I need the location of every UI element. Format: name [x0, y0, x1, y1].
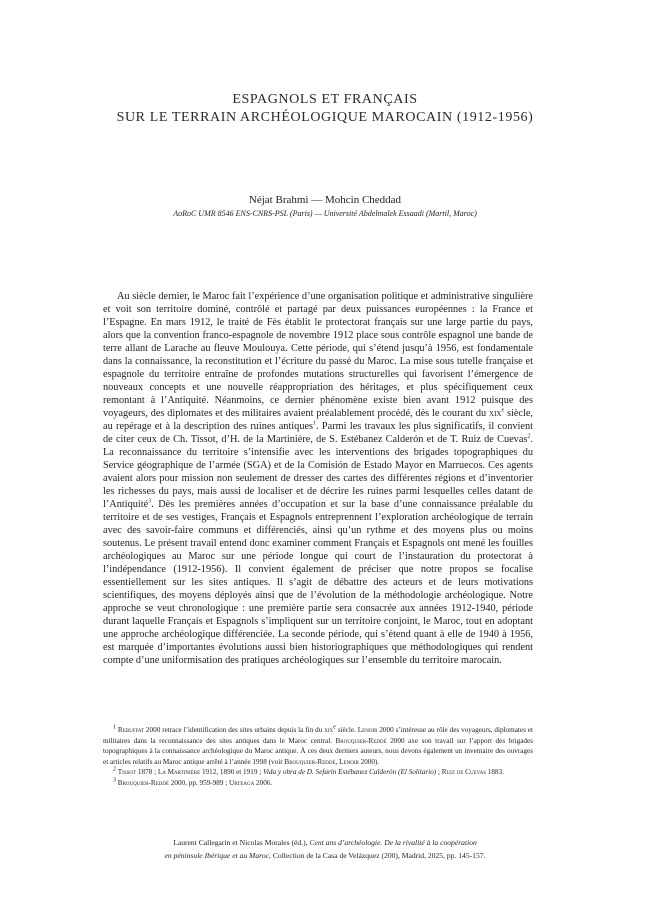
body-text: . Parmi les travaux les plus significatifs, il convient de citer ceux de Ch. Tissot, d’H. de la Martinière, de S. Estébanez Calderón et de T. Ruiz de Cuevas [103, 421, 533, 446]
century-numeral: xix [489, 408, 502, 420]
body-text: . La reconnaissance du territoire s’intensifie avec les interventions des brigades topographiques du Service géographique de l’armée (SGA) et de la Comisión de Estado Mayor en Marruecos. Ces agents avaient alors pour mission non seulement de dresser des cartes des différentes régions et d’inventorier les richesses du pays, mais aussi de localiser et de décrire les ruines parmi lesquelles celles datant de l’Antiquité [103, 434, 533, 511]
footnote-text: 2000). [358, 757, 380, 766]
footnote-text: 2000, pp. 959-989 ; [168, 778, 230, 787]
footnote-number: 1 [113, 724, 116, 731]
main-paragraph [103, 290, 533, 667]
footnote-2 [103, 767, 533, 778]
superscript: e [501, 407, 505, 414]
citation-author: Rebuffat [117, 726, 145, 734]
title-line-2: SUR LE TERRAIN ARCHÉOLOGIQUE MAROCAIN (1912-1956) [116, 110, 534, 125]
footnote-1 [103, 725, 533, 767]
citation-title: Vida y obra de D. Sefarín Estébanez Calderón (El Solitario) [263, 768, 437, 777]
citation-author: Lenoir [357, 726, 378, 734]
footnote-text: 1878 ; [136, 768, 158, 777]
footnote-ref-1[interactable]: 1 [313, 420, 317, 427]
body-text: siècle, au repérage et à la description des ruines antiques [103, 408, 533, 433]
century-numeral: xix [324, 726, 334, 734]
footnote-text: ; [436, 768, 442, 777]
footnotes [103, 725, 533, 789]
superscript: e [333, 724, 336, 731]
authors: Néjat Brahmi — Mohcin Cheddad [248, 194, 402, 206]
footnote-text: 1912, 1890 et 1919 ; [200, 768, 264, 777]
citation-author: Brouquier-Reddé, Lenoir [284, 757, 359, 766]
citation-author: Ruiz de Cuevas [441, 768, 486, 777]
footnote-number: 2 [113, 766, 116, 773]
footer-book-title: Cent ans d’archéologie. De la rivalité à la coopération [309, 838, 477, 847]
citation-author: La Martinière [157, 768, 201, 777]
footnote-text: 2000 retrace l’identification des sites urbains depuis la fin du [144, 726, 325, 734]
citation-author: Brouquier-Reddé [117, 778, 169, 787]
footer-editors: Laurent Callegarin et Nicolas Morales (éd.), [173, 838, 310, 847]
footer-line-2 [0, 849, 650, 862]
footnote-text: 2000 axe son travail sur l’apport des brigades topographiques à la connaissance archéologique du Maroc antique. À ces deux derniers auteurs, nous devons également un inventaire des ouvrages et articles relatifs au Maroc antique arrêté à l’année 1998 (voir [103, 736, 533, 766]
body-text: Au siècle dernier, le Maroc fait l’expérience d’une organisation politique et administrative singulière et voit son territoire dominé, contrôlé et partagé par deux puissances européennes : la France et l’Espagne. En mars 1912, le traité de Fès établit le protectorat français sur une large partie du pays, alors que la convention franco-espagnole de novembre 1912 place sous contrôle espagnol une bande de terre allant de Larache au fleuve Moulouya. Cette période, qui s’étend jusqu’à 1956, est fondamentale dans la connaissance, la reconstitution et l’écriture du passé du Maroc. La mise sous tutelle française et espagnole du territoire entraîne de profondes mutations structurelles qui favorisent l’émergence de nouveaux concepts et une nouvelle réappropriation des héritages, et plus spécifiquement ceux remontant à l’Antiquité. Néanmoins, ce dernier phénomène existe bien avant 1912 puisque des voyageurs, des diplomates et des militaires avaient préalablement procédé, dès le courant du [103, 291, 533, 420]
citation-author: Brouquier-Reddé [335, 736, 387, 745]
footnote-text: 2006. [254, 778, 273, 787]
affiliation: AoRoC UMR 8546 ENS-CNRS-PSL (Paris) — Université Abdelmalek Essaadi (Martil, Maroc) [173, 209, 477, 218]
footnote-ref-2[interactable]: 2 [527, 433, 531, 440]
footnote-number: 3 [113, 777, 116, 784]
title-line-1: ESPAGNOLS ET FRANÇAIS [232, 92, 418, 107]
footer-book-title-cont: en péninsule Ibérique et au Maroc [164, 851, 270, 860]
footer-publication: , Collection de la Casa de Velázquez (200), Madrid, 2025, pp. 145-157. [269, 851, 486, 860]
citation-footer [0, 836, 650, 862]
footnote-3 [103, 778, 533, 789]
footnote-ref-3[interactable]: 3 [148, 498, 152, 505]
citation-author: Urteaga [229, 778, 255, 787]
footnote-text: 1883. [485, 768, 504, 777]
footnote-text: siècle. [335, 726, 358, 734]
footnote-text: 2000 s’intéresse au rôle des voyageurs, diplomates et militaires dans la reconnaissance des sites antiques dans le Maroc central. [103, 726, 533, 745]
body-text: . Dès les premières années d’occupation et sur la base d’une connaissance préalable du territoire et de ses vestiges, Français et Espagnols entreprennent l’exploration archéologique de terrain avec des savoir-faire communs et différenciés, ainsi qu’un rythme et des moyens plus ou moins soutenus. Le présent travail entend donc examiner comment Français et Espagnols ont mené les fouilles archéologiques au Maroc sur une période longue qui court de l’instauration du protectorat à l’indépendance (1912-1956). Il convient également de préciser que notre propos se focalise essentiellement sur les sites antiques. Il s’agit de débattre des acteurs et de leurs motivations scientifiques, des moyens déployés ainsi que de l’évolution de la méthodologie archéologique. Notre approche se veut chronologique : une première partie sera consacrée aux années 1912-1940, période durant laquelle Français et Espagnols s’impliquent sur un territoire conjoint, le Maroc, tout en adoptant une approche archéologique différenciée. La seconde période, qui s’étend quant à elle de 1940 à 1956, est marquée d’importantes évolutions aussi bien historiographiques que méthodologiques qui rendent compte d’une uniformisation des pratiques archéologiques sur l’ensemble du territoire marocain. [103, 499, 533, 667]
citation-author: Tissot [117, 768, 137, 777]
footer-line-1 [0, 836, 650, 849]
